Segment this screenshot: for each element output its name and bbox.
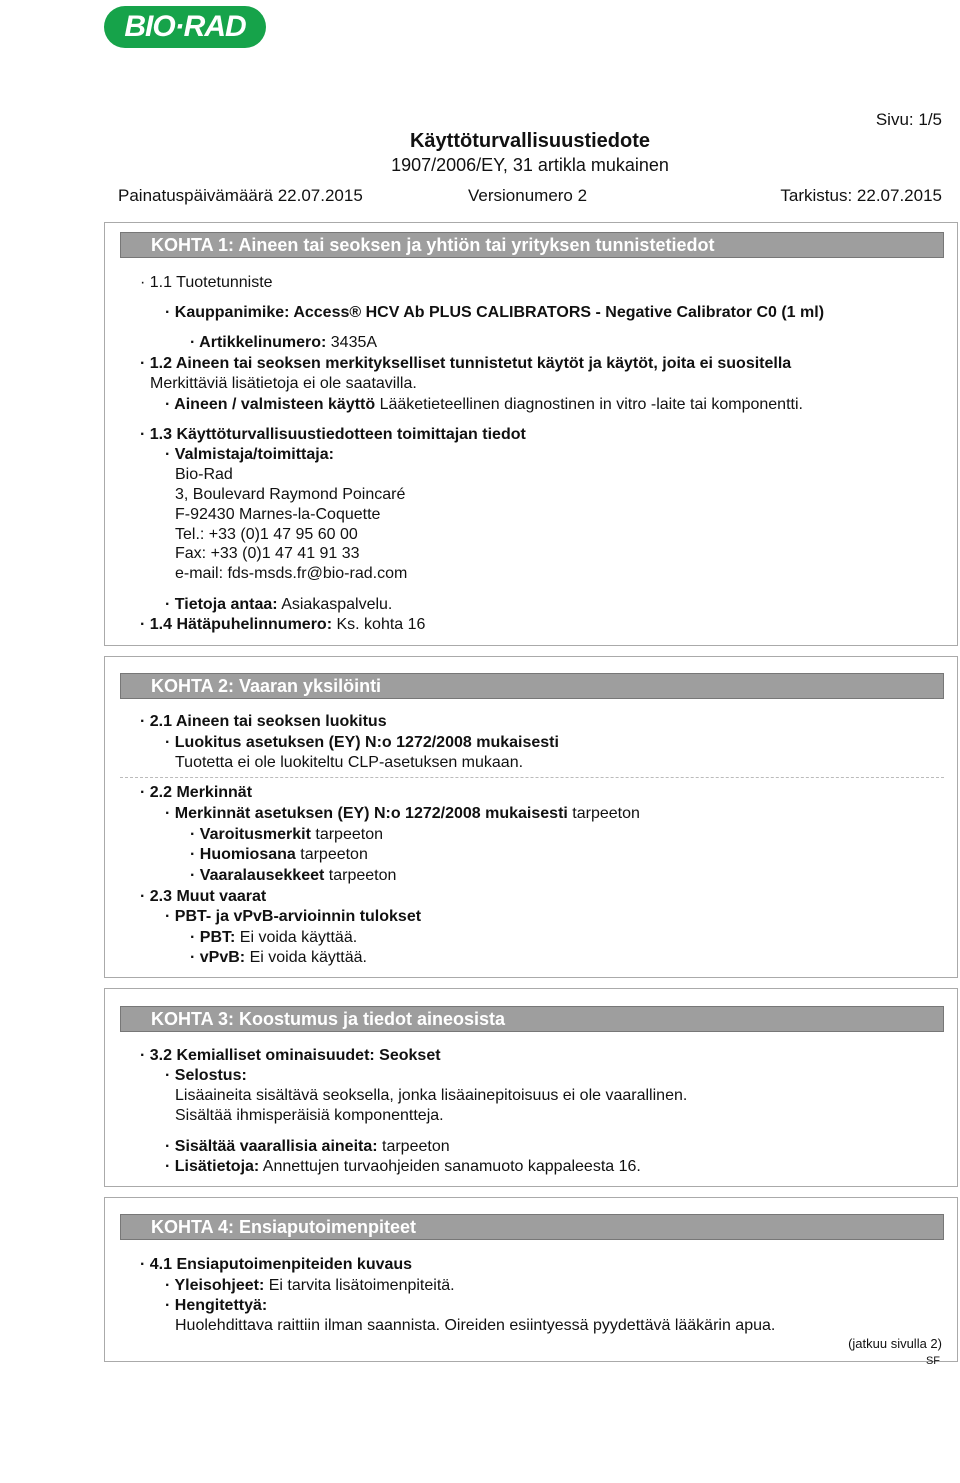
bio-rad-logo: BIO·RAD [104,6,266,48]
s2-line-12: · vPvB: Ei voida käyttää. [190,949,367,966]
s1-line-1: · 1.1 Tuotetunniste [140,274,273,291]
divider [120,777,944,778]
continues-note: (jatkuu sivulla 2) [848,1336,942,1351]
section-2-heading: KOHTA 2: Vaaran yksilöinti [120,673,944,699]
s4-line-3: · Hengitettyä: [165,1297,268,1314]
s3-line-3: Lisäaineita sisältävä seoksella, jonka lisäainepitoisuus ei ole vaarallinen. [175,1087,688,1104]
section-1-heading: KOHTA 1: Aineen tai seoksen ja yhtiön tai yrityksen tunnistetiedot [120,232,944,258]
s2-line-6: · Varoitusmerkit tarpeeton [190,826,383,843]
s1-address-1: Bio-Rad [175,466,233,483]
s2-line-11: · PBT: Ei voida käyttää. [190,929,358,946]
language-code: SF [925,1355,940,1367]
print-date: Painatuspäivämäärä 22.07.2015 [118,186,363,205]
s2-line-7: · Huomiosana tarpeeton [190,846,368,863]
s1-trade-name: · Kauppanimike: Access® HCV Ab PLUS CALIBRATORS - Negative Calibrator C0 (1 ml) [165,304,825,321]
section-3-heading: KOHTA 3: Koostumus ja tiedot aineosista [120,1006,944,1032]
section-4-heading: KOHTA 4: Ensiaputoimenpiteet [120,1214,944,1240]
revision-date: Tarkistus: 22.07.2015 [780,186,942,205]
s3-line-1: · 3.2 Kemialliset ominaisuudet: Seokset [140,1047,441,1064]
s4-line-4: Huolehdittava raittiin ilman saannista. Oireiden esiintyessä pyydettävä lääkärin apua. [175,1317,776,1334]
s1-line-8: · Valmistaja/toimittaja: [165,446,334,463]
s3-line-2: · Selostus: [165,1067,247,1084]
s1-line-5: Merkittäviä lisätietoja ei ole saatavilla. [150,375,417,392]
s1-line-7: · 1.3 Käyttöturvallisuustiedotteen toimittajan tiedot [140,426,526,443]
s1-emergency: · 1.4 Hätäpuhelinnumero: Ks. kohta 16 [140,616,426,633]
s2-line-3: Tuotetta ei ole luokiteltu CLP-asetuksen mukaan. [175,754,524,771]
s3-line-5: · Sisältää vaarallisia aineita: tarpeeton [165,1138,450,1155]
s1-usage: · Aineen / valmisteen käyttö Lääketieteellinen diagnostinen in vitro -laite tai komponentti. [165,396,803,413]
s1-line-4: · 1.2 Aineen tai seoksen merkitykselliset tunnistetut käytöt ja käytöt, joita ei suositella [140,355,792,372]
s4-line-2: · Yleisohjeet: Ei tarvita lisätoimenpiteitä. [165,1277,455,1294]
s2-line-5: · Merkinnät asetuksen (EY) N:o 1272/2008 mukaisesti tarpeeton [165,805,640,822]
s1-fax: Fax: +33 (0)1 47 41 91 33 [175,545,360,562]
s2-line-2: · Luokitus asetuksen (EY) N:o 1272/2008 mukaisesti [165,734,559,751]
page-number: Sivu: 1/5 [875,110,942,129]
s2-line-10: · PBT- ja vPvB-arvioinnin tulokset [165,908,422,925]
s1-address-3: F-92430 Marnes-la-Coquette [175,506,381,523]
s1-email: e-mail: fds-msds.fr@bio-rad.com [175,565,408,582]
s2-line-9: · 2.3 Muut vaarat [140,888,267,905]
s2-line-1: · 2.1 Aineen tai seoksen luokitus [140,713,387,730]
s1-article-number: · Artikkelinumero: 3435A [190,334,378,351]
s3-line-4: Sisältää ihmisperäisiä komponentteja. [175,1107,444,1124]
s1-info: · Tietoja antaa: Asiakaspalvelu. [165,596,393,613]
s3-line-6: · Lisätietoja: Annettujen turvaohjeiden sanamuoto kappaleesta 16. [165,1158,641,1175]
s4-line-1: · 4.1 Ensiaputoimenpiteiden kuvaus [140,1256,413,1273]
version-number: Versionumero 2 [468,186,588,205]
s1-address-2: 3, Boulevard Raymond Poincaré [175,486,406,503]
s1-phone: Tel.: +33 (0)1 47 95 60 00 [175,526,358,543]
document-title: Käyttöturvallisuustiedote [409,130,651,152]
s2-line-4: · 2.2 Merkinnät [140,784,253,801]
s2-line-8: · Vaaralausekkeet tarpeeton [190,867,397,884]
document-subtitle: 1907/2006/EY, 31 artikla mukainen [391,155,669,175]
